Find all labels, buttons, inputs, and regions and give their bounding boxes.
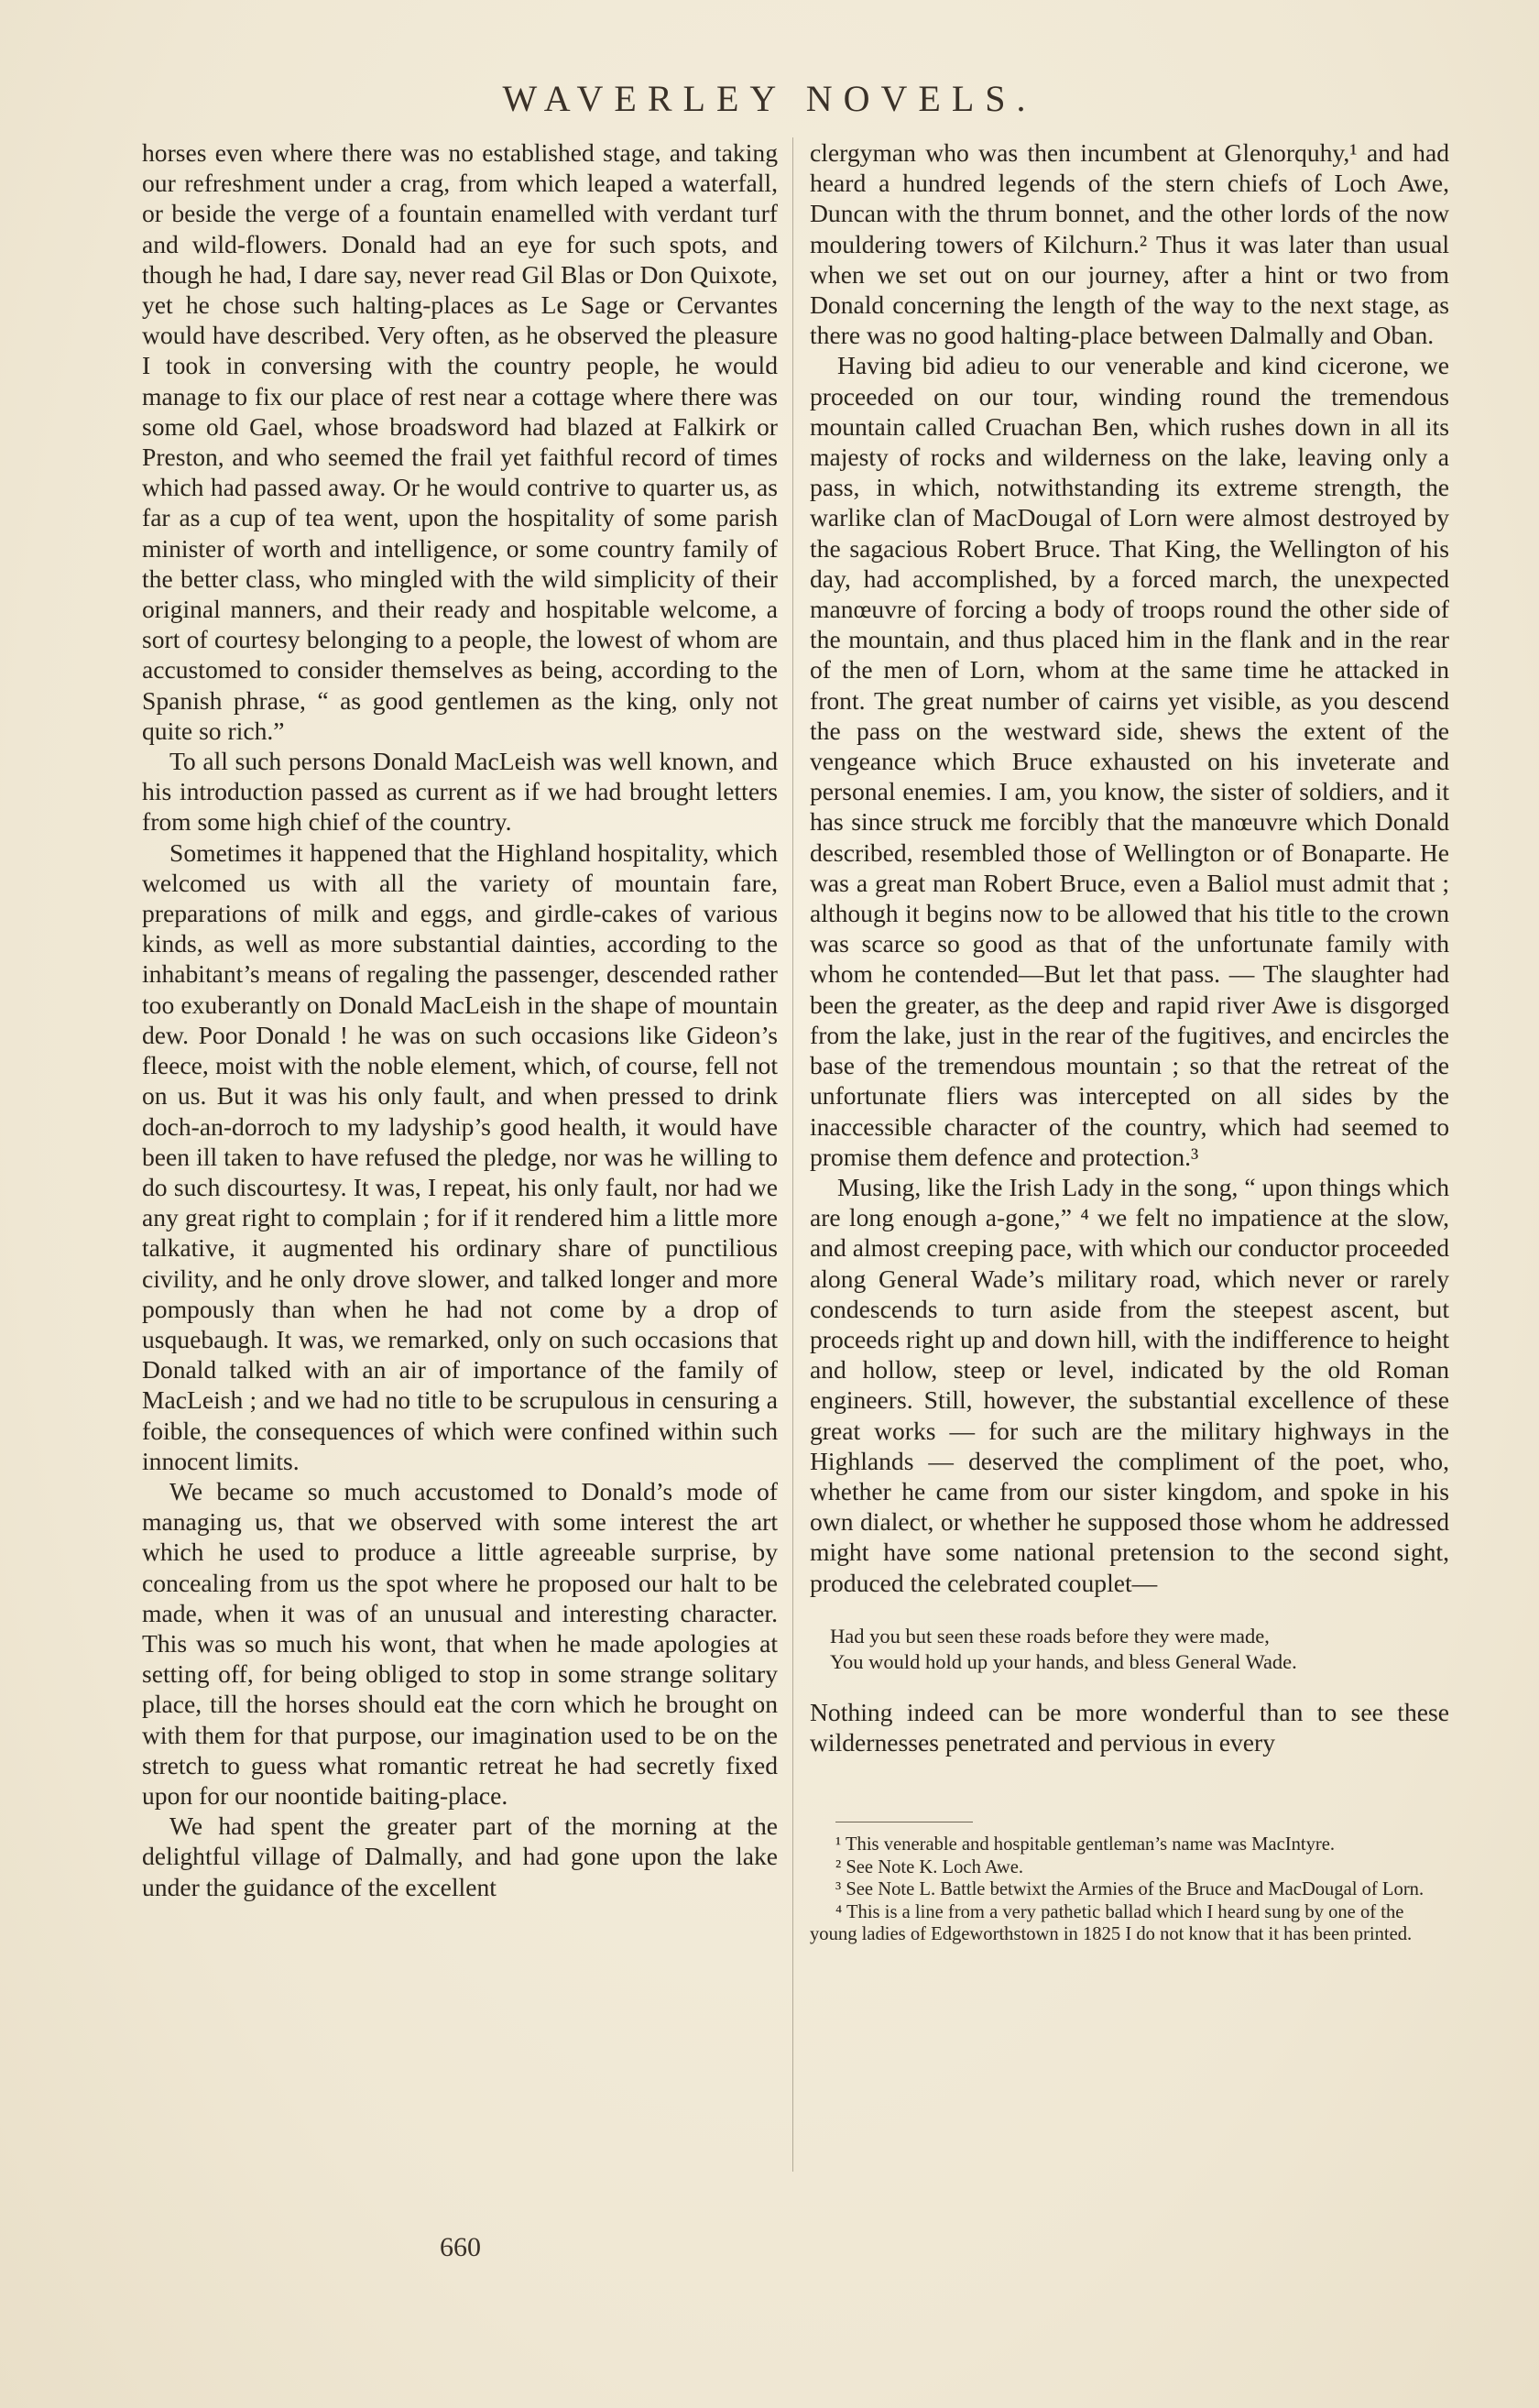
footnote: ² See Note K. Loch Awe.	[835, 1856, 1024, 1877]
left-column	[142, 137, 778, 1902]
paragraph: Nothing indeed can be more wonderful than to see these wildernesses penetrated and pervious in every	[810, 1697, 1449, 1757]
verse-line: Had you but seen these roads before they were made,	[830, 1624, 1270, 1647]
column-divider	[792, 137, 793, 2172]
paragraph: To all such persons Donald MacLeish was well known, and his introduction passed as current as if we had brought letters from some high chief of the country.	[142, 747, 778, 837]
paragraph: Musing, like the Irish Lady in the song, “ upon things which are long enough a-gone,” ⁴ we felt no impatience at the slow, and almost creeping pace, with which our conductor proceeded along General Wade’s military road, which never or rarely condescends to turn aside from the steepest ascent, but proceeds right up and down hill, with the indifference to height and hollow, steep or level, indicated by the old Roman engineers. Still, however, the substantial excellence of these great works — for such are the military highways in the Highlands — deserved the compliment of the poet, who, whether he came from our sister kingdom, and spoke in his own dialect, or whether he supposed those whom he addressed might have some national pretension to the second sight, produced the celebrated couplet—	[810, 1172, 1450, 1597]
page-number: 660	[440, 2232, 481, 2262]
paragraph: We had spent the greater part of the morning at the delightful village of Dalmally, and had gone upon the lake under the guidance of the excellent	[142, 1811, 778, 1901]
paragraph: We became so much accustomed to Donald’s mode of managing us, that we observed with some interest the art which he used to produce a little agreeable surprise, by concealing from us the spot where he proposed our halt to be made, when it was of an unusual and interesting character. This was so much his wont, that when he made apologies at setting off, for being obliged to stop in some strange solitary place, till the horses should eat the corn which he brought on with them for that purpose, our imagination used to be on the stretch to guess what romantic retreat he had secretly fixed upon for our noontide baiting-place.	[142, 1476, 778, 1810]
footnotes	[810, 1833, 1449, 1946]
footnote: ⁴ This is a line from a very pathetic ballad which I heard sung by one of the young ladies of Edgeworthstown in 1825 I do not know that it has been printed.	[810, 1901, 1413, 1945]
verse-line: You would hold up your hands, and bless General Wade.	[830, 1649, 1297, 1673]
verse-couplet	[830, 1624, 1449, 1675]
paragraph: horses even where there was no established stage, and taking our refreshment under a crag, from which leaped a waterfall, or beside the verge of a fountain enamelled with verdant turf and wild-flowers. Donald had an eye for such spots, and though he had, I dare say, never read Gil Blas or Don Quixote, yet he chose such halting-places as Le Sage or Cervantes would have described. Very often, as he observed the pleasure I took in conversing with the country people, he would manage to fix our place of rest near a cottage where there was some old Gael, whose broadsword had blazed at Falkirk or Preston, and who seemed the frail yet faithful record of times which had passed away. Or he would contrive to quarter us, as far as a cup of tea went, upon the hospitality of some parish minister of worth and intelligence, or some country family of the better class, who mingled with the wild simplicity of their original manners, and their ready and hospitable welcome, a sort of courtesy belonging to a people, the lowest of whom are accustomed to consider themselves as being, according to the Spanish phrase, “ as good gentlemen as the king, only not quite so rich.”	[142, 138, 778, 745]
footnote: ³ See Note L. Battle betwixt the Armies of the Bruce and MacDougal of Lorn.	[835, 1879, 1424, 1900]
footnote: ¹ This venerable and hospitable gentleman’s name was MacIntyre.	[835, 1834, 1336, 1855]
running-head: WAVERLEY NOVELS.	[502, 78, 1037, 119]
paragraph: clergyman who was then incumbent at Glenorquhy,¹ and had heard a hundred legends of the stern chiefs of Loch Awe, Duncan with the thrum bonnet, and the other lords of the now mouldering towers of Kilchurn.² Thus it was later than usual when we set out on our journey, after a hint or two from Donald concerning the length of the way to the next stage, as there was no good halting-place between Dalmally and Oban.	[810, 138, 1449, 350]
paragraph: Having bid adieu to our venerable and kind cicerone, we proceeded on our tour, winding round the tremendous mountain called Cruachan Ben, which rushes down in all its majesty of rocks and wilderness on the lake, leaving only a pass, in which, notwithstanding its extreme strength, the warlike clan of MacDougal of Lorn were almost destroyed by the sagacious Robert Bruce. That King, the Wellington of his day, had accomplished, by a forced march, the unexpected manœuvre of forcing a body of troops round the other side of the mountain, and thus placed him in the flank and in the rear of the men of Lorn, whom at the same time he attacked in front. The great number of cairns yet visible, as you descend the pass on the westward side, shews the extent of the vengeance which Bruce exhausted on his inveterate and personal enemies. I am, you know, the sister of soldiers, and it has since struck me forcibly that the manœuvre which Donald described, resembled those of Wellington or of Bonaparte. He was a great man Robert Bruce, even a Baliol must admit that ; although it begins now to be allowed that his title to the crown was scarce so good as that of the unfortunate family with whom he contended—But let that pass. — The slaughter had been the greater, as the deep and rapid river Awe is disgorged from the lake, just in the rear of the fugitives, and encircles the base of the tremendous mountain ; so that the retreat of the unfortunate fliers was intercepted on all sides by the inaccessible character of the country, which had seemed to promise them defence and protection.³	[810, 351, 1449, 1171]
right-column	[810, 137, 1449, 1946]
paragraph: Sometimes it happened that the Highland hospitality, which welcomed us with all the variety of mountain fare, preparations of milk and eggs, and girdle-cakes of various kinds, as well as more substantial dainties, according to the inhabitant’s means of regaling the passenger, descended rather too exuberantly on Donald MacLeish in the shape of mountain dew. Poor Donald ! he was on such occasions like Gideon’s fleece, moist with the noble element, which, of course, fell not on us. But it was his only fault, and when pressed to drink doch-an-dorroch to my ladyship’s good health, it would have been ill taken to have refused the pledge, nor was he willing to do such discourtesy. It was, I repeat, his only fault, nor had we any great right to complain ; for if it rendered him a little more talkative, it augmented his ordinary share of punctilious civility, and he only drove slower, and talked longer and more pompously than when he had not come by a drop of usquebaugh. It was, we remarked, only on such occasions that Donald talked with an air of importance of the family of MacLeish ; and we had no title to be scrupulous in censuring a foible, the consequences of which were confined within such innocent limits.	[142, 837, 778, 1475]
